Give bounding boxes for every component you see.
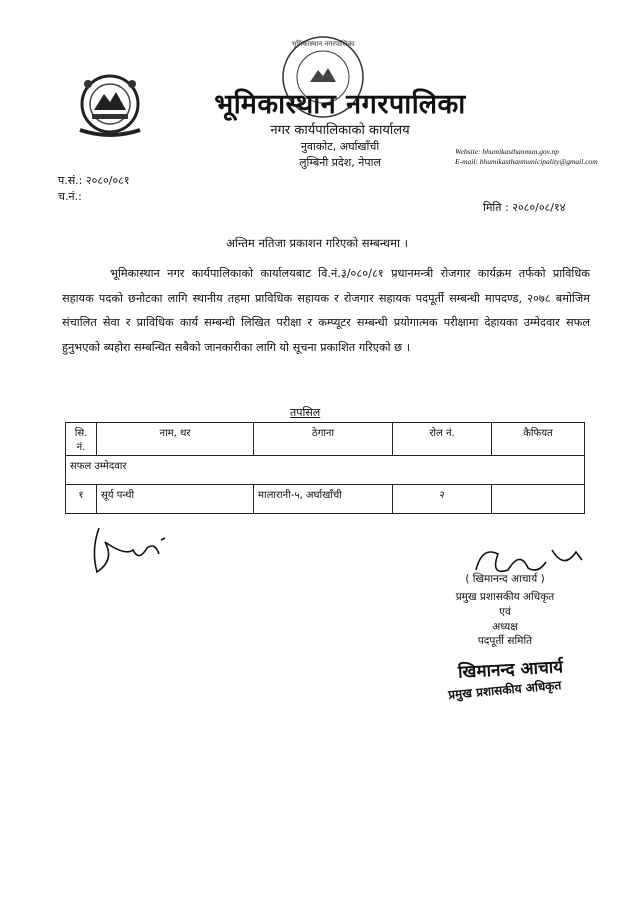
office-name: नगर कार्यपालिकाको कार्यालय: [270, 123, 410, 138]
col-remarks: कैफियत: [492, 423, 585, 456]
table-row: [66, 485, 585, 514]
dispatch-number: च.नं.:: [58, 190, 82, 203]
signatory-and: एवं: [499, 606, 511, 618]
col-roll: रोल नं.: [393, 423, 492, 456]
cell-remarks: [492, 485, 585, 514]
letter-subject: अन्तिम नतिजा प्रकाशन गरिएको सम्बन्धमा ।: [226, 236, 408, 250]
signatory-role-2: पदपूर्ती समिति: [477, 635, 533, 647]
post-stamp: प्रमुख प्रशासकीय अधिकृत: [447, 678, 562, 702]
handwritten-signature-left: [85, 520, 175, 580]
table-section-row: [66, 456, 585, 485]
section-label: सफल उम्मेदवार: [66, 456, 585, 485]
svg-text:भूमिकास्थान नगरपालिका: भूमिकास्थान नगरपालिका: [291, 40, 355, 48]
signatory-name: ( खिमानन्द आचार्य ): [465, 573, 545, 585]
municipality-title: भूमिकास्थान नगरपालिका: [214, 89, 466, 120]
website-text: Website: bhumikasthanmun.gov.np: [455, 147, 559, 156]
reference-number: प.सं.: २०८०/०८१: [58, 174, 130, 187]
cell-roll: २: [393, 485, 492, 514]
col-name: नाम, थर: [97, 423, 254, 456]
address-line-2: लुम्बिनी प्रदेश, नेपाल: [299, 156, 381, 169]
letter-date: मिति : २०८०/०८/१४: [483, 201, 566, 214]
table-caption: तपसिल: [290, 406, 321, 419]
cell-address: मालारानी-५, अर्घाखाँची: [254, 485, 393, 514]
cell-name: सूर्य पन्थी: [97, 485, 254, 514]
signatory-role-1: अध्यक्ष: [492, 621, 518, 633]
table-header-row: [66, 423, 585, 456]
cell-sn: १: [66, 485, 97, 514]
col-sn: सि. नं.: [66, 423, 97, 456]
letter-body: भूमिकास्थान नगर कार्यपालिकाको कार्यालयबाट वि.नं.३/०८०/८१ प्रधानमन्त्री रोजगार कार्यक्रम तर्फको प्राविधिक सहायक पदको छनोटका लागि स्थानीय तहमा प्राविधिक सहायक र रोजगार सहायक पदपूर्ती सम्बन्धी मापदण्ड, २०७८ बमोजिम संचालित सेवा र प्राविधिक कार्य सम्बन्धी लिखित परीक्षा र कम्प्यूटर सम्बन्धी प्रयोगात्मक परीक्षामा देहायका उम्मेदवार सफल हुनुभएको ब्यहोरा सम्बन्धित सबैको जानकारीका लागि यो सूचना प्रकाशित गरिएको छ ।: [62, 267, 590, 354]
address-line-1: नुवाकोट, अर्घाखाँची: [300, 140, 380, 153]
contact-info: [455, 147, 598, 167]
email-text: E-mail: bhumikasthanmunicipality@gmail.com: [455, 157, 598, 166]
name-stamp: खिमानन्द आचार्य: [457, 657, 564, 683]
nepal-emblem-logo: [70, 70, 150, 140]
results-table: [65, 422, 585, 514]
signatory-post: प्रमुख प्रशासकीय अधिकृत: [455, 591, 555, 603]
col-address: ठेगाना: [254, 423, 393, 456]
